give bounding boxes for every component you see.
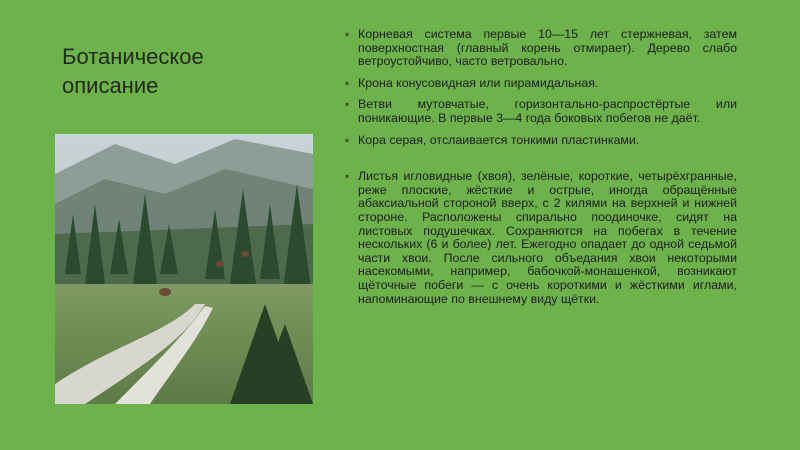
bullet-marker-icon: ▪ (345, 169, 350, 184)
bullet-branches (345, 98, 737, 125)
bullet-marker-icon: ▪ (345, 97, 350, 112)
bullet-marker-icon: ▪ (345, 27, 350, 41)
bullet-marker-icon: ▪ (345, 132, 350, 147)
slide-title: Ботаническое описание (62, 44, 204, 98)
forest-photo-illustration (55, 134, 313, 404)
bullet-text: Корневая система первые 10—15 лет стержневая, затем поверхностная (главный корень отмирает). Дерево слабо ветроустойчиво, часто ветровально. (358, 27, 737, 69)
bullet-bark (345, 134, 737, 148)
bullet-text: Ветви мутовчатые, горизонтально-распростёртые или поникающие. В первые 3—4 года боковых побегов не даёт. (358, 97, 737, 125)
bullet-marker-icon: ▪ (345, 75, 350, 90)
bullet-list (345, 28, 737, 314)
bullet-root-system (345, 28, 737, 69)
bullet-crown (345, 77, 737, 91)
bullet-text: Кора серая, отслаивается тонкими пластинками. (358, 132, 640, 147)
bullet-text: Листья игловидные (хвоя), зелёные, короткие, четырёхгранные, реже плоские, жёсткие и острые, иногда обращённые абаксиальной стороной вверх, с 2 килями на верхней и нижней стороне. Расположены спирально поодиночке, сидят на листовых подушечках. Сохраняются на побегах в течение нескольких (6 и более) лет. Ежегодно опадает до одной седьмой части хвои. После сильного объедания хвои некоторыми насекомыми, например, бабочкой-монашенкой, возникают щёточные побеги — с очень короткими и жёсткими иглами, напоминающие по внешнему виду щётки. (358, 169, 737, 306)
bullet-text: Крона конусовидная или пирамидальная. (358, 75, 599, 90)
spruce-forest-photo (55, 134, 313, 404)
bullet-leaves (345, 170, 737, 306)
